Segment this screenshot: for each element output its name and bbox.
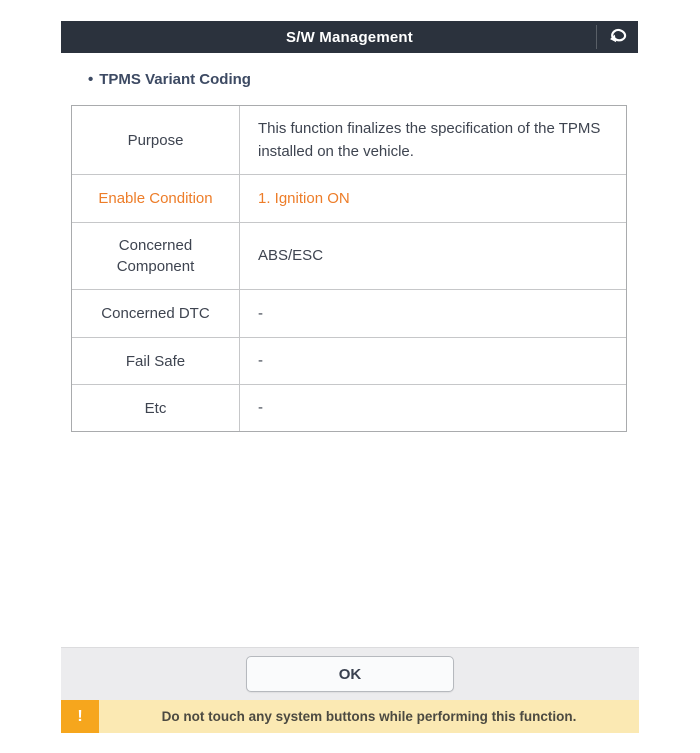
row-label: Concerned Component <box>72 223 240 289</box>
warning-bar <box>61 700 639 733</box>
footer-bar <box>61 647 639 700</box>
table-row-enable-condition <box>72 174 626 222</box>
exclamation-icon: ! <box>61 700 99 733</box>
return-arrow-icon <box>607 26 629 49</box>
row-label: Enable Condition <box>72 175 240 222</box>
table-row-concerned-component <box>72 222 626 289</box>
row-value: ABS/ESC <box>258 247 324 265</box>
section-title: TPMS Variant Coding <box>99 71 251 88</box>
table-row-purpose <box>72 106 626 174</box>
table-row-etc <box>72 384 626 431</box>
row-value: - <box>258 352 263 370</box>
table-row-fail-safe <box>72 337 626 384</box>
section-heading <box>88 71 251 88</box>
row-label: Etc <box>72 385 240 431</box>
return-button[interactable] <box>597 21 638 53</box>
row-label: Fail Safe <box>72 338 240 384</box>
ok-button[interactable]: OK <box>246 656 454 692</box>
row-value: This function finalizes the specification of the TPMS installed on the vehicle. <box>258 119 601 160</box>
warning-message: Do not touch any system buttons while performing this function. <box>99 700 639 733</box>
row-value: 1. Ignition ON <box>258 189 350 207</box>
row-value: - <box>258 304 263 322</box>
row-value: - <box>258 399 263 417</box>
table-row-concerned-dtc <box>72 289 626 337</box>
row-label: Purpose <box>72 106 240 174</box>
row-label: Concerned DTC <box>72 290 240 337</box>
bullet-marker: • <box>88 71 94 88</box>
function-info-table <box>71 105 627 432</box>
titlebar <box>61 21 638 53</box>
page-title: S/W Management <box>286 28 413 46</box>
